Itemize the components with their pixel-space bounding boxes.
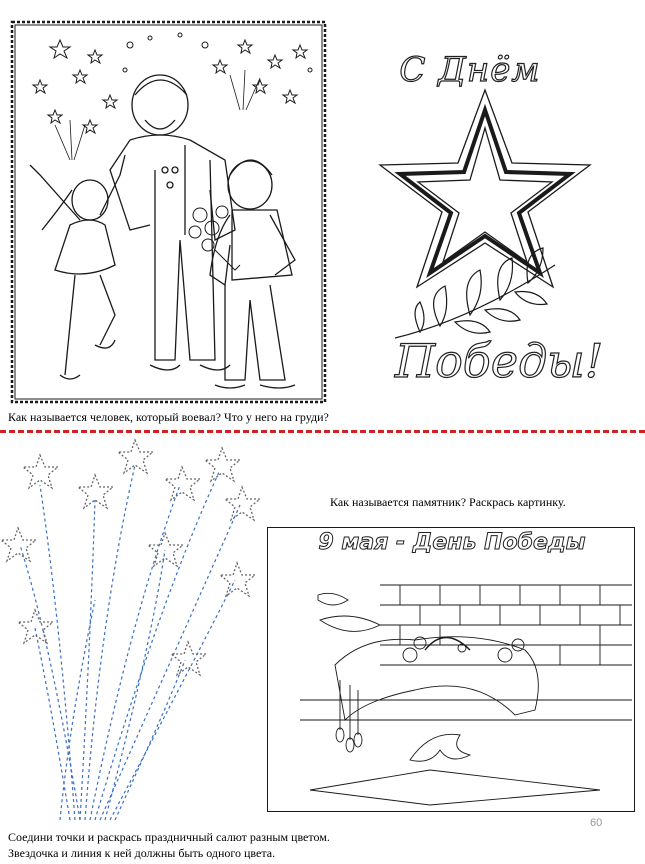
section-divider — [0, 430, 645, 433]
monument-banner: 9 мая - День Победы — [318, 530, 586, 555]
card-greeting-bottom: Победы! — [395, 334, 604, 388]
monument-frame — [267, 527, 635, 812]
page-number: 60 — [590, 817, 603, 829]
monument-question: Как называется памятник? Раскрась картинку. — [330, 495, 566, 509]
fireworks-instruction-line2: Звездочка и линия к ней должны быть одного цвета. — [8, 846, 276, 860]
veteran-question: Как называется человек, который воевал? Что у него на груди? — [8, 410, 329, 424]
card-greeting-top: С Днём — [399, 50, 541, 90]
fireworks-instruction-line1: Соедини точки и раскрась праздничный салют разным цветом. — [8, 830, 330, 844]
